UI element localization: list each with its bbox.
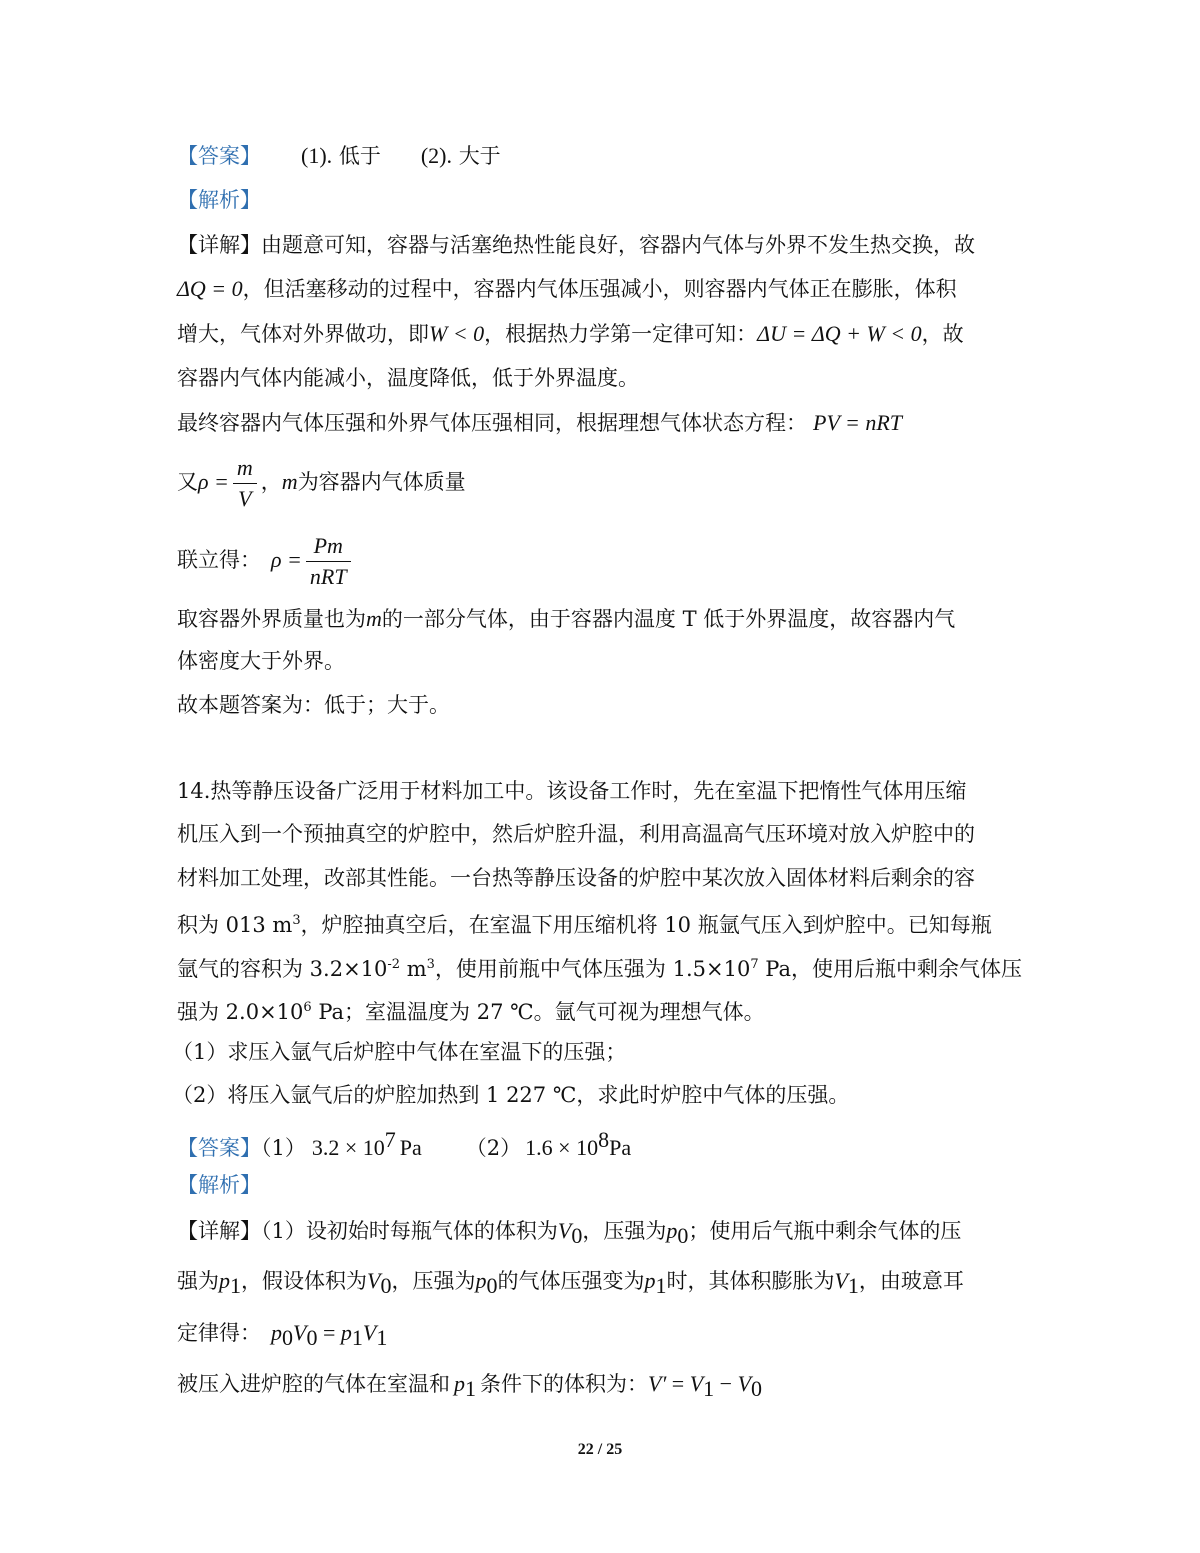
equation-dq: ΔQ = 0 <box>177 276 243 301</box>
q13-detail-line-2 <box>177 274 957 304</box>
detail-text: （1）设初始时每瓶气体的体积为 <box>261 1219 558 1243</box>
q14-detail-line-1 <box>177 1216 961 1251</box>
answer-2-exponent: 8 <box>598 1127 610 1152</box>
detail-text: ，假设体积为 <box>241 1269 367 1293</box>
question-text: 强为 2.0×10 <box>177 1000 304 1024</box>
q14-answer-line <box>177 1125 631 1163</box>
answer-1-value: 3.2 × 10 <box>311 1135 385 1160</box>
superscript: 7 <box>750 957 759 972</box>
detail-text: ，但活塞移动的过程中，容器内气体压强减小，则容器内气体正在膨胀，体积 <box>242 277 957 301</box>
symbol-p: p <box>644 1268 656 1293</box>
q14-subquestion-1: （1）求压入氩气后炉腔中气体在室温下的压强； <box>172 1040 627 1064</box>
subscript: 1 <box>376 1325 388 1351</box>
q13-detail-line-4: 容器内气体内能减小，温度降低，低于外界温度。 <box>177 366 639 390</box>
detail-text: 时，其体积膨胀为 <box>666 1269 835 1293</box>
symbol-p: p <box>475 1268 487 1293</box>
symbol-v: V <box>557 1218 572 1243</box>
q13-density-line <box>177 452 466 514</box>
q13-combined-line <box>177 530 355 592</box>
symbol-p: p <box>666 1218 678 1243</box>
detail-text: 为容器内气体质量 <box>297 470 466 494</box>
mass-symbol: m <box>366 606 382 631</box>
equals-sign: = <box>666 1371 690 1396</box>
minus-sign: − <box>714 1371 738 1396</box>
detail-text: ，压强为 <box>582 1219 667 1243</box>
fraction-pm-over-nrt <box>306 531 351 592</box>
numerator: Pm <box>306 531 351 562</box>
detail-tag: 【详解】 <box>177 233 261 257</box>
q13-detail-line-5 <box>177 408 902 438</box>
answer-tag: 【答案】 <box>177 144 261 168</box>
detail-text: 的一部分气体，由于容器内温度 T 低于外界温度，故容器内气 <box>381 607 956 631</box>
q14-question-line-5 <box>177 950 1022 984</box>
subscript: 1 <box>465 1376 476 1402</box>
subscript: 1 <box>230 1273 241 1299</box>
denominator: V <box>238 486 252 511</box>
question-text: ，使用前瓶中气体压强为 1.5×10 <box>434 957 751 981</box>
detail-text: 又 <box>177 470 198 494</box>
answer-1-number: （1） <box>261 1136 306 1160</box>
equation-w: W < 0 <box>429 321 485 346</box>
answer-2-value: 1.6 × 10 <box>525 1135 599 1160</box>
separator: ， <box>260 470 282 494</box>
q13-conclusion: 故本题答案为：低于；大于。 <box>177 693 450 717</box>
subscript: 1 <box>655 1273 667 1299</box>
symbol-v: V <box>362 1320 377 1345</box>
question-text: ，炉腔抽真空后，在室温下用压缩机将 10 瓶氩气压入到炉腔中。已知每瓶 <box>300 913 992 937</box>
page-number: 22 / 25 <box>577 1441 623 1458</box>
q14-question-line-3: 材料加工处理，改部其性能。一台热等静压设备的炉腔中某次放入固体材料后剩余的容 <box>177 866 975 890</box>
q14-detail-line-3 <box>177 1318 387 1353</box>
q14-detail-line-4 <box>177 1369 762 1404</box>
symbol-p: p <box>340 1320 352 1345</box>
subscript: 1 <box>847 1273 859 1299</box>
subscript: 0 <box>282 1325 293 1351</box>
analysis-tag: 【解析】 <box>177 1173 261 1197</box>
equals-sign: = <box>317 1320 341 1345</box>
answer-1-text: 低于 <box>338 144 381 168</box>
detail-text: 定律得： <box>177 1321 261 1345</box>
symbol-p: p <box>454 1371 465 1396</box>
question-text: Pa；室温温度为 27 ℃。氩气可视为理想气体。 <box>311 1000 765 1024</box>
detail-text: 取容器外界质量也为 <box>177 607 366 631</box>
subscript: 0 <box>486 1273 498 1299</box>
q14-question-line-2: 机压入到一个预抽真空的炉腔中，然后炉腔升温，利用高温高气压环境对放入炉腔中的 <box>177 822 975 846</box>
answer-2-number: （2） <box>465 1136 522 1160</box>
detail-text: ，根据热力学第一定律可知： <box>484 322 758 346</box>
symbol-v: V <box>293 1320 307 1345</box>
equation-ideal-gas: PV = nRT <box>813 410 902 435</box>
equation-boyle <box>271 1320 388 1351</box>
answer-2-number: (2). <box>420 143 452 168</box>
q14-detail-line-2 <box>177 1266 964 1301</box>
analysis-tag: 【解析】 <box>177 188 261 212</box>
q14-question-line-6 <box>177 993 765 1027</box>
q14-question-line-1: 14.热等静压设备广泛用于材料加工中。该设备工作时，先在室温下把惰性气体用压缩 <box>177 779 967 803</box>
answer-tag: 【答案】 <box>177 1136 261 1160</box>
detail-text: 强为 <box>177 1269 219 1293</box>
symbol-p: p <box>271 1320 282 1345</box>
detail-text: 被压入进炉腔的气体在室温和 <box>177 1372 450 1396</box>
answer-1-exponent: 7 <box>384 1127 396 1152</box>
detail-text: 由题意可知，容器与活塞绝热性能良好，容器内气体与外界不发生热交换，故 <box>261 233 975 257</box>
question-text: m <box>400 957 427 981</box>
question-text: Pa，使用后瓶中剩余气体压 <box>758 957 1022 981</box>
subscript: 1 <box>703 1376 715 1402</box>
symbol-v: V <box>689 1371 704 1396</box>
detail-text: 的气体压强变为 <box>497 1269 645 1293</box>
symbol-v-prime: V′ <box>648 1371 667 1396</box>
detail-text: ，故 <box>921 322 964 346</box>
q14-question-line-4 <box>177 906 992 940</box>
detail-tag: 【详解】 <box>177 1219 261 1243</box>
q13-detail-line-9: 体密度大于外界。 <box>177 649 345 673</box>
numerator: m <box>233 453 257 484</box>
symbol-v: V <box>834 1268 848 1293</box>
symbol-p: p <box>219 1268 230 1293</box>
q13-answer-line <box>177 141 501 171</box>
detail-text: 联立得： <box>177 548 261 572</box>
q13-detail-line-1 <box>177 230 975 260</box>
question-text: 氩气的容积为 3.2×10 <box>177 957 388 981</box>
subscript: 0 <box>306 1325 318 1351</box>
subscript: 1 <box>351 1325 363 1351</box>
question-text: 积为 013 m <box>177 913 293 937</box>
subscript: 0 <box>751 1376 763 1402</box>
detail-text: 最终容器内气体压强和外界气体压强相同，根据理想气体状态方程： <box>177 411 807 435</box>
answer-1-number: (1). <box>301 143 333 168</box>
superscript: 3 <box>426 957 435 972</box>
superscript: -2 <box>387 957 401 972</box>
superscript: 6 <box>303 1000 312 1015</box>
detail-text: ；使用后气瓶中剩余气体的压 <box>688 1219 962 1243</box>
mass-symbol: m <box>281 469 298 494</box>
answer-2-text: 大于 <box>458 144 501 168</box>
q13-detail-line-3 <box>177 319 964 349</box>
detail-text: 增大，气体对外界做功，即 <box>177 322 429 346</box>
subscript: 0 <box>380 1273 392 1299</box>
superscript: 3 <box>292 913 301 928</box>
detail-text: ，压强为 <box>391 1269 476 1293</box>
answer-1-unit: Pa <box>399 1135 422 1160</box>
equation-first-law: ΔU = ΔQ + W < 0 <box>757 321 922 346</box>
detail-text: 条件下的体积为： <box>480 1372 648 1396</box>
rho-symbol: ρ = <box>198 469 229 494</box>
subscript: 0 <box>677 1223 689 1249</box>
answer-2-unit: Pa <box>609 1135 632 1160</box>
rho-symbol: ρ = <box>271 547 302 572</box>
symbol-v: V <box>367 1268 381 1293</box>
denominator: nRT <box>309 564 347 589</box>
subscript: 0 <box>571 1223 583 1249</box>
fraction-m-over-v <box>233 453 257 514</box>
q13-detail-line-8 <box>177 604 955 634</box>
q14-subquestion-2: （2）将压入氩气后的炉腔加热到 1 227 ℃，求此时炉腔中气体的压强。 <box>172 1083 850 1107</box>
detail-text: ，由玻意耳 <box>858 1269 964 1293</box>
symbol-v: V <box>737 1371 752 1396</box>
